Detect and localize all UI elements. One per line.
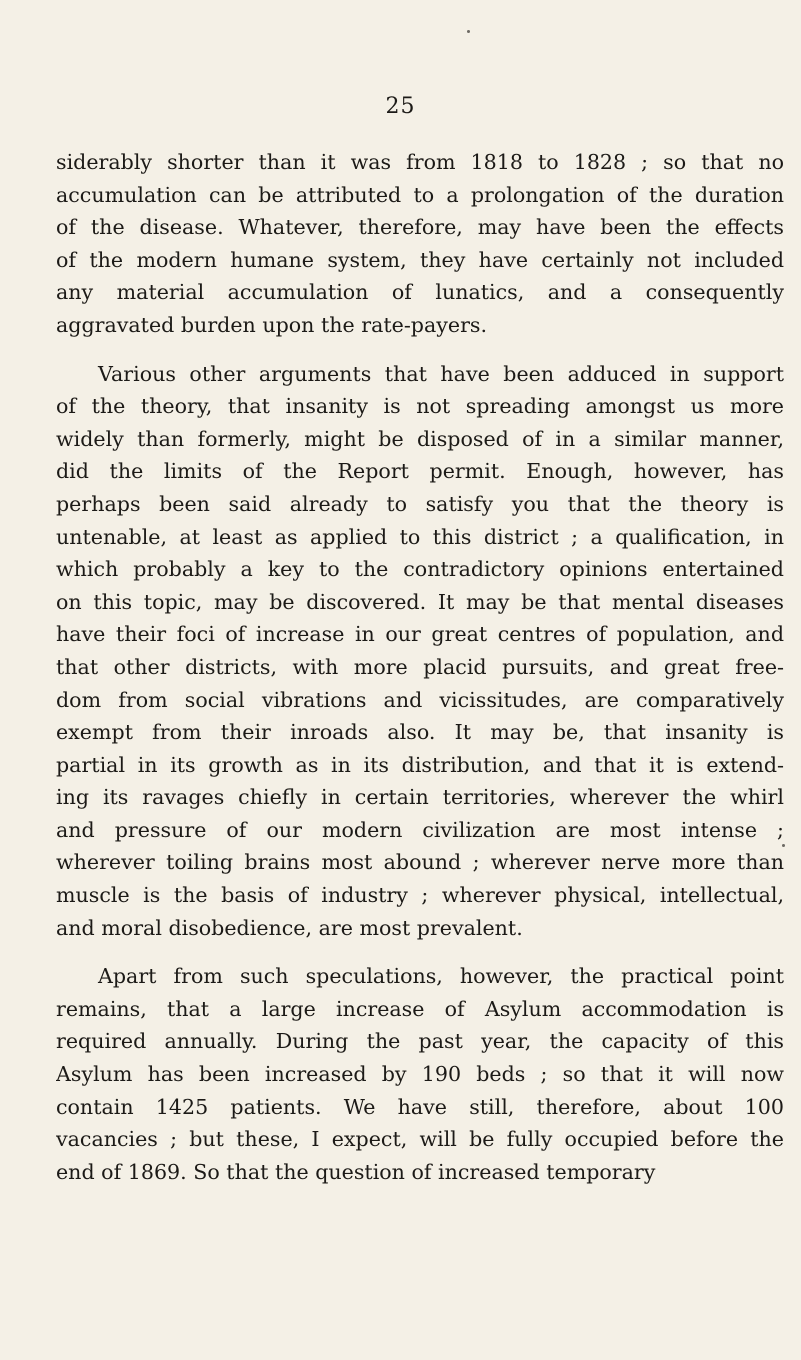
text-line: required annually. During the past year, the capacity of this [56, 1029, 784, 1054]
text-line: Various other arguments that have been adduced in support [98, 361, 784, 386]
paragraph-gap [56, 342, 784, 358]
text-line: aggravated burden upon the rate-payers. [56, 312, 488, 337]
paper-speck [467, 30, 470, 33]
text-line: and moral disobedience, are most prevalent. [56, 915, 523, 940]
text-line: have their foci of increase in our great centres of population, and [56, 622, 784, 647]
text-line: wherever toiling brains most abound ; wherever nerve more than [56, 850, 784, 875]
paragraph [56, 960, 784, 1188]
text-line: and pressure of our modern civilization are most intense ; [56, 817, 784, 842]
text-line: partial in its growth as in its distribution, and that it is extend- [56, 752, 784, 777]
text-line: which probably a key to the contradictory opinions entertained [56, 557, 784, 582]
text-line: exempt from their inroads also. It may be, that insanity is [56, 720, 784, 745]
text-line: perhaps been said already to satisfy you that the theory is [56, 491, 784, 516]
text-line: untenable, at least as applied to this district ; a qualification, in [56, 524, 784, 549]
text-line: of the disease. Whatever, therefore, may have been the effects [56, 215, 784, 240]
text-line: on this topic, may be discovered. It may be that mental diseases [56, 589, 784, 614]
text-line: Apart from such speculations, however, the practical point [98, 964, 784, 989]
paper-speck [782, 844, 785, 847]
text-line: of the modern humane system, they have certainly not included [56, 247, 784, 272]
paragraph-gap [56, 944, 784, 960]
text-line: siderably shorter than it was from 1818 to 1828 ; so that no [56, 150, 784, 174]
text-line: did the limits of the Report permit. Enough, however, has [56, 459, 784, 484]
text-line: of the theory, that insanity is not spreading amongst us more [56, 394, 784, 419]
text-line: end of 1869. So that the question of increased temporary [56, 1159, 656, 1184]
text-line: widely than formerly, might be disposed of in a similar manner, [56, 426, 784, 451]
paragraph [56, 146, 784, 342]
text-line: vacancies ; but these, I expect, will be fully occupied before the [56, 1127, 784, 1152]
page-number: 25 [385, 94, 416, 119]
text-line: remains, that a large increase of Asylum accommodation is [56, 996, 784, 1021]
text-line: contain 1425 patients. We have still, therefore, about 100 [56, 1094, 784, 1119]
text-line: accumulation can be attributed to a prolongation of the duration [56, 182, 784, 207]
text-line: dom from social vibrations and vicissitudes, are comparatively [56, 687, 784, 712]
paragraph [56, 358, 784, 945]
text-line: any material accumulation of lunatics, and a consequently [56, 280, 784, 305]
text-line: muscle is the basis of industry ; wherever physical, intellectual, [56, 883, 784, 908]
body-text [56, 146, 784, 1188]
text-line: Asylum has been increased by 190 beds ; so that it will now [56, 1062, 784, 1087]
text-line: ing its ravages chiefly in certain territories, wherever the whirl [56, 785, 784, 810]
text-line: that other districts, with more placid pursuits, and great free- [56, 654, 784, 679]
